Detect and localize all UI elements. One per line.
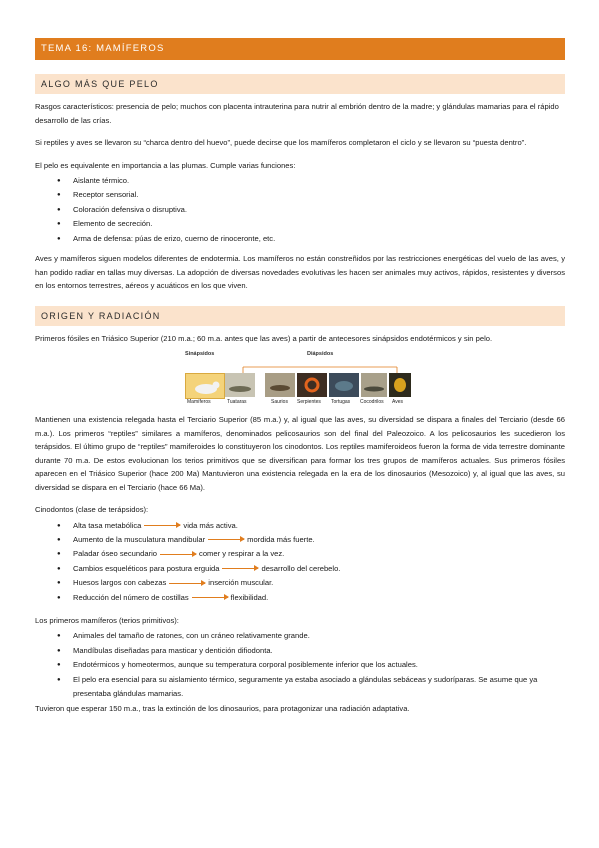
label-aves: Aves <box>392 399 404 406</box>
arrow-icon <box>208 539 244 540</box>
list-item: ● Cambios esqueléticos para postura erguida desarrollo del cerebelo. <box>57 562 565 576</box>
list-item: ● Receptor sensorial. <box>57 188 565 202</box>
label-serpientes: Serpientes <box>297 399 321 406</box>
paragraph-endotermia: Aves y mamíferos siguen modelos diferentes de endotermia. Los mamíferos no están constreñidos por las restricciones energéticas del vuelo de las aves, y han podido radiar en tallas muy diversas. La adopción de diversas novedades evolutivas les hacen ser animales muy activos, rápidos, resistentes y diversos en los entornos terrestres, aéreos y acuáticos en los que viven. <box>35 254 565 291</box>
tuataras-tile <box>225 373 255 397</box>
list-item: ● Aislante térmico. <box>57 174 565 188</box>
label-tuataras: Tuataras <box>227 399 247 406</box>
paragraph-charca: Si reptiles y aves se llevaron su “charca dentro del huevo”, puede decirse que los mamíferos completaron el ciclo y se llevaron su “puesta dentro”. <box>35 138 527 147</box>
saurios-tile <box>265 373 295 397</box>
tortugas-tile <box>329 373 359 397</box>
list-item: ● Elemento de secreción. <box>57 217 565 231</box>
document-page <box>35 38 565 715</box>
list-terios <box>35 629 565 701</box>
diapsids-label: Diápsidos <box>307 351 334 358</box>
list-item: ● Alta tasa metabólica vida más activa. <box>57 519 565 533</box>
paragraph-closing: Tuvieron que esperar 150 m.a., tras la extinción de los dinosaurios, para protagonizar una radiación adaptativa. <box>35 703 410 713</box>
cocodrilos-tile <box>361 373 387 397</box>
paragraph-pelo-funciones: El pelo es equivalente en importancia a las plumas. Cumple varias funciones: <box>35 160 296 170</box>
list-item: ● Mandíbulas diseñadas para masticar y dentición difiodonta. <box>57 644 565 658</box>
aves-tile <box>389 373 411 397</box>
label-mamiferos: Mamíferos <box>187 399 211 406</box>
paragraph-rasgos: Rasgos característicos: presencia de pelo; muchos con placenta intrauterina para nutrir al embrión dentro de la madre; y glándulas mamarias para el rápido desarrollo de las crías. <box>35 102 559 125</box>
list-functions <box>35 174 565 246</box>
label-tortugas: Tortugas <box>331 399 351 406</box>
terios-heading: Los primeros mamíferos (terios primitivos): <box>35 615 179 625</box>
list-item: ● Paladar óseo secundario comer y respirar a la vez. <box>57 547 565 561</box>
list-item: ● Reducción del número de costillas flexibilidad. <box>57 591 565 605</box>
section-heading-origen-radiacion: ORIGEN Y RADIACIÓN <box>35 306 565 326</box>
serpientes-tile <box>297 373 327 397</box>
list-item: ● Coloración defensiva o disruptiva. <box>57 203 565 217</box>
paragraph-primeros-fosiles: Primeros fósiles en Triásico Superior (210 m.a.; 60 m.a. antes que las aves) a partir de antecesores sinápsidos endotérmicos y sin pelo. <box>35 333 493 343</box>
list-item: ● Endotérmicos y homeotermos, aunque su temperatura corporal posiblemente inferior que los actuales. <box>57 658 565 672</box>
list-item: ● Huesos largos con cabezas inserción muscular. <box>57 576 565 590</box>
synapsids-label: Sinápsidos <box>185 351 215 358</box>
arrow-icon <box>144 525 180 526</box>
phylogeny-figure <box>185 351 405 409</box>
label-saurios: Saurios <box>271 399 288 406</box>
arrow-icon <box>192 597 228 598</box>
list-item: ● Animales del tamaño de ratones, con un cráneo relativamente grande. <box>57 629 565 643</box>
list-item: ● Arma de defensa: púas de erizo, cuerno de rinoceronte, etc. <box>57 232 565 246</box>
list-item: ● El pelo era esencial para su aislamiento térmico, seguramente ya estaba asociado a glándulas sebáceas y sudoríparas. Se asume que ya presentaba glándulas mamarias. <box>57 673 565 702</box>
arrow-icon <box>169 583 205 584</box>
list-cinodontos <box>35 519 565 605</box>
section-heading-algo-mas-que-pelo: ALGO MÁS QUE PELO <box>35 74 565 94</box>
paragraph-terciario: Mantienen una existencia relegada hasta el Terciario Superior (85 m.a.) y, al igual que las aves, su diversidad se dispara a finales del Terciario (desde 66 m.a.). Los primeros “reptiles” similares a mamíferos, denominados pelicosaurios son del final del Paleozoico. A los pelicosaurios les sucedieron los terápsidos. El último grupo de “reptiles” mamiferoides lo constituyeron los cinodontos. Los reptiles mamiferoideos fueron la forma de vida terrestre dominante durante 70 m.a. De estos evolucionan los terios primitivos que se diversifican para formar los tres grupos de mamíferos actuales. Sus primeros fósiles aparecen en el Triásico Superior (hace 200 Ma) Mantuvieron una existencia relegada en la era de los dinosaurios (Mesozoico) y, al igual que las aves, su diversidad se dispara en el Terciario (hace 66 Ma). <box>35 415 565 492</box>
chapter-title: TEMA 16: MAMÍFEROS <box>35 38 565 60</box>
mamiferos-tile <box>185 373 225 399</box>
arrow-icon <box>222 568 258 569</box>
cinodontos-heading: Cinodontos (clase de terápsidos): <box>35 505 149 515</box>
label-cocodrilos: Cocodrilos <box>360 399 384 406</box>
list-item: ● Aumento de la musculatura mandibular mordida más fuerte. <box>57 533 565 547</box>
arrow-icon <box>160 554 196 555</box>
